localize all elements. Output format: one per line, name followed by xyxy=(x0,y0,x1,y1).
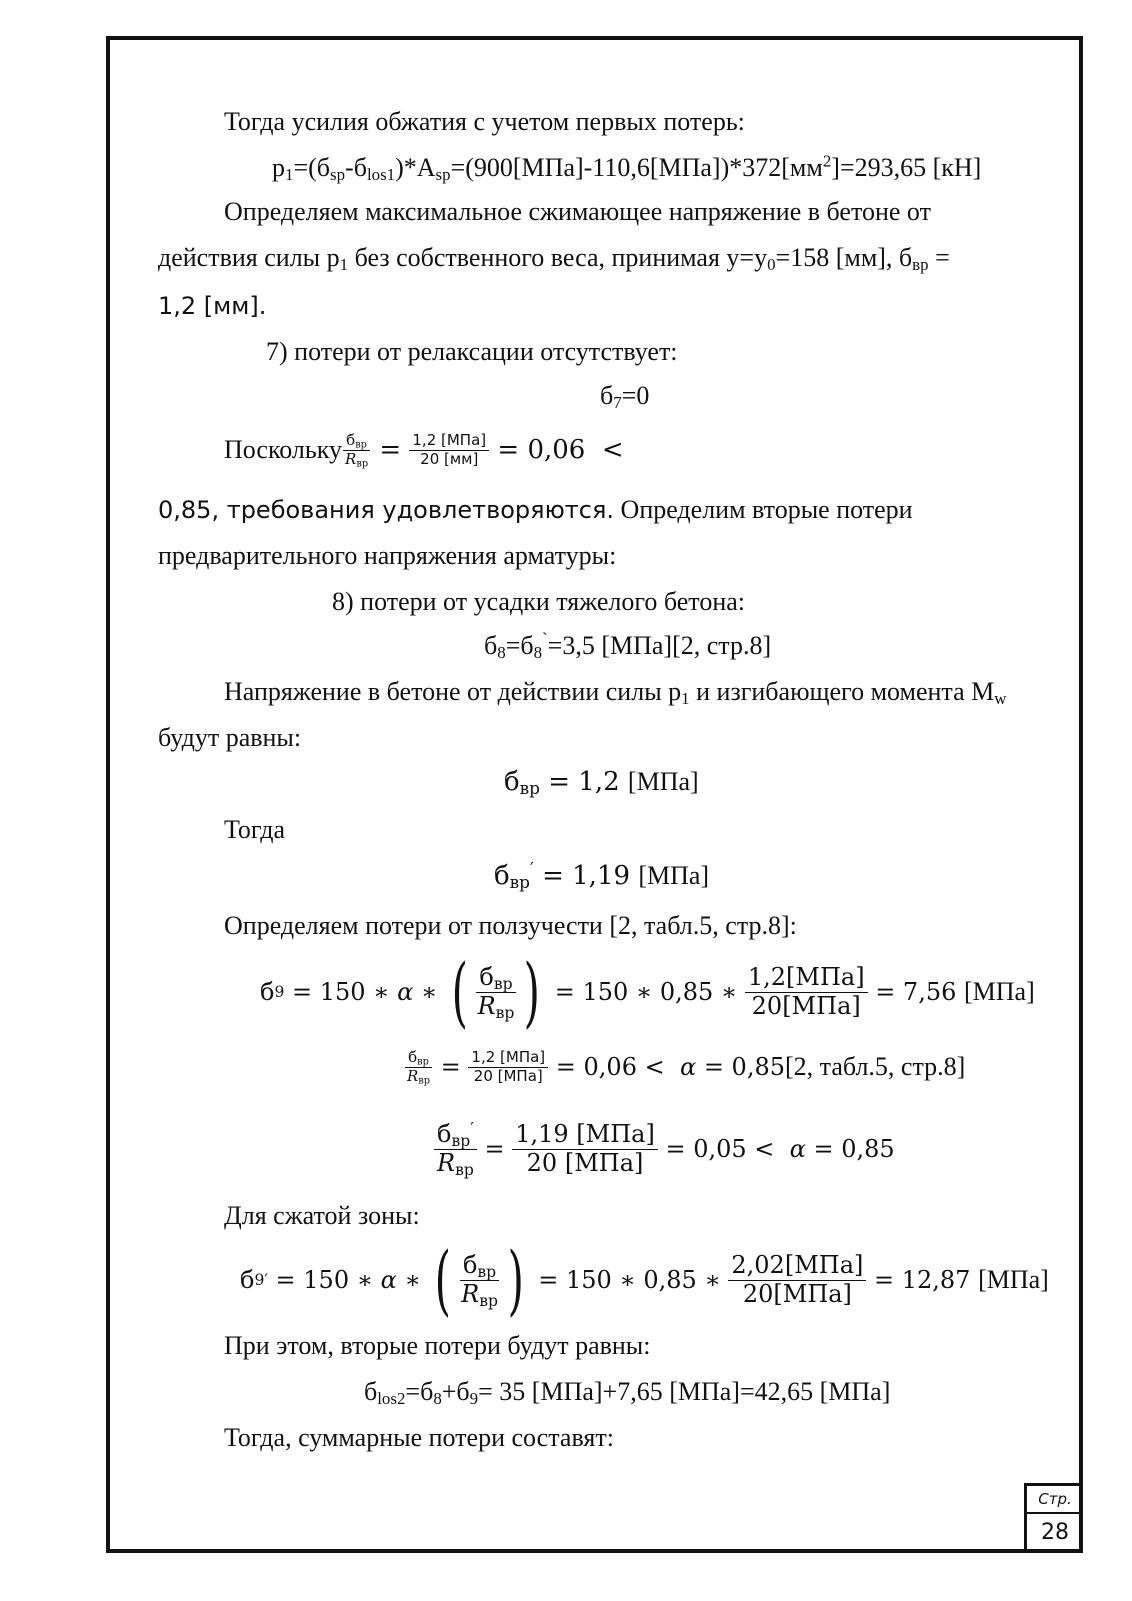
text-line: При этом, вторые потери будут равны: xyxy=(224,1331,651,1360)
text-line: Определяем максимальное сжимающее напряжение в бетоне от xyxy=(224,197,931,226)
formula-loss-7: $б_7=0$ xyxy=(600,381,650,413)
text-line: Напряжение в бетоне от действии силы $p_1$ и изгибающего момента $M_w$ xyxy=(224,677,1007,709)
fraction: $\frac{\text{1,2 [МПа]}}{20 [мм]}$ xyxy=(409,432,489,468)
formula-loss-9-prime: б 9 ′ = 150 ∗ α ∗ ( $\frac{б_{вр}}{R_{вр}}$ ) = 150 ∗ 0,85 ∗ $\frac{\text{2,02[МПа]}}{\text{20[МПа]}}$ = 12,87 [МПа] xyxy=(240,1235,1049,1324)
formula-ratio-prime: $\frac{б_{вр}'}{R_{вр}}$ = $\frac{\text{1,19 [МПа]}}{\text{20 [МПа]}}$ = 0,05 < α = 0,85 xyxy=(434,1112,895,1186)
fraction: $\frac{б_{вр}}{R_{вр}}$ xyxy=(407,1048,431,1086)
formula-ratio-alpha: $\frac{б_{вр}}{R_{вр}}$ = $\frac{\text{1,2 [МПа]}}{\text{20 [МПа]}}$ = 0,06 < α = 0,85 [2, табл.5, стр.8] xyxy=(404,1040,965,1094)
page-number: 28 xyxy=(1041,1520,1069,1545)
text-line: Определяем потери от ползучести [2, табл.5, стр.8]: xyxy=(224,911,797,940)
text-line: 1,2 [мм]. xyxy=(158,292,267,320)
list-item-8: 8) потери от усадки тяжелого бетона: xyxy=(332,587,745,616)
list-item-7: 7) потери от релаксации отсутствует: xyxy=(266,337,678,366)
fraction: $\frac{\text{1,2 [МПа]}}{\text{20 [МПа]}}$ xyxy=(468,1049,548,1085)
page-number-box xyxy=(1024,1483,1083,1553)
fraction: $\frac{\text{2,02[МПа]}}{\text{20[МПа]}}$ xyxy=(728,1252,866,1308)
text-line: Тогда xyxy=(224,815,286,844)
formula-loss-9: б 9 = 150 ∗ α ∗ ( $\frac{б_{вр}}{R_{вр}}$ ) = 150 ∗ 0,85 ∗ $\frac{\text{1,2[МПа]}}{\text{20[МПа]}}$ = 7,56 [МПа] xyxy=(260,947,1035,1036)
formula-stress: $б_{вр} = 1,2$ [МПа] xyxy=(504,767,699,799)
fraction: $\frac{б_{вр}}{R_{вр}}$ xyxy=(345,431,369,469)
fraction: $\frac{б_{вр}'}{R_{вр}}$ xyxy=(434,1121,477,1177)
text-line: Тогда усилия обжатия с учетом первых потерь: xyxy=(224,107,745,136)
text-line: действия силы $p_1$ без собственного веса, принимая $y=y_0=158$ [мм], $б_{вр}$ = xyxy=(158,243,950,275)
text-line: предварительного напряжения арматуры: xyxy=(158,541,617,570)
formula-loss-8: $б_8=б_8^`=3,5$ [МПа][2, стр.8] xyxy=(484,629,772,663)
page-label: Стр. xyxy=(1027,1486,1083,1514)
text-line: Тогда, суммарные потери составят: xyxy=(224,1423,614,1452)
formula-second-losses: $б_{los2}=б_8+б_9= 35$ [МПа]+7,65 [МПа]=42,65 [МПа] xyxy=(364,1377,891,1409)
text-line: Для сжатой зоны: xyxy=(224,1201,420,1230)
formula-ratio-check: Поскольку $\frac{б_{вр}}{R_{вр}}$ = $\frac{\text{1,2 [МПа]}}{20 [мм]}$ = 0,06 < xyxy=(224,431,624,469)
text-line: будут равны: xyxy=(158,723,302,752)
fraction: $\frac{\text{1,2[МПа]}}{\text{20[МПа]}}$ xyxy=(745,964,868,1020)
formula-stress-prime: $б_{вр}' = 1,19$ [МПа] xyxy=(494,858,710,893)
formula-compression-force: $p_1=(б_{sp}-б_{los1})*A_{sp}=(900[МПа]-110,6[МПа])*372[мм^2]=293,65$ [кН] xyxy=(272,151,982,185)
text-line: 0,85, требования удовлетворяются. Определим вторые потери xyxy=(158,495,913,524)
fraction: $\frac{б_{вр}}{R_{вр}}$ xyxy=(477,962,515,1022)
fraction: $\frac{б_{вр}}{R_{вр}}$ xyxy=(461,1250,498,1310)
fraction: $\frac{\text{1,19 [МПа]}}{\text{20 [МПа]}}$ xyxy=(512,1121,658,1177)
